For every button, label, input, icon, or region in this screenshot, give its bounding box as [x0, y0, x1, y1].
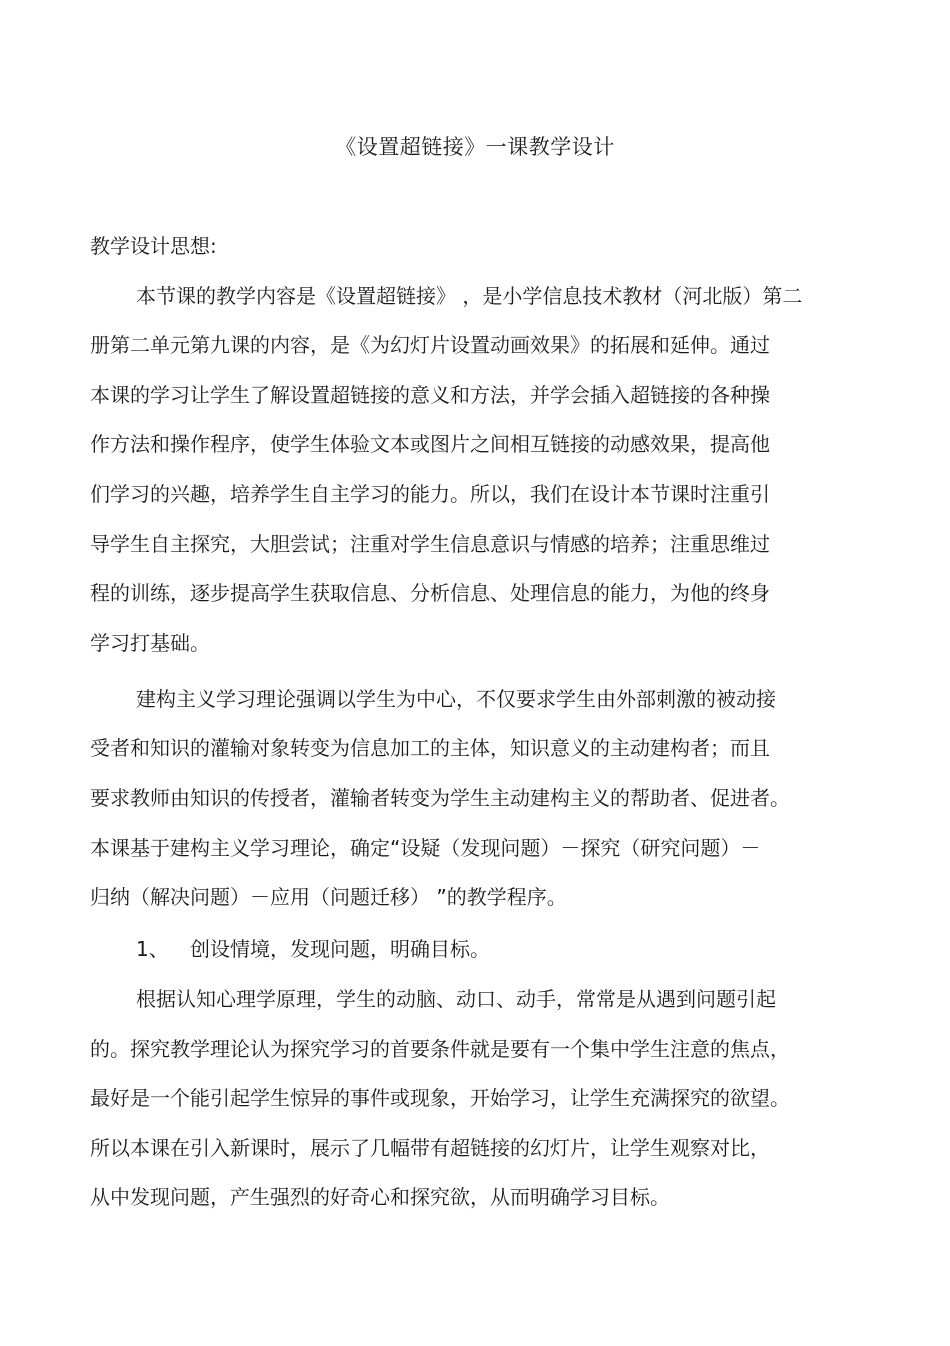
document-title: 《设置超链接》一课教学设计	[335, 135, 615, 159]
paragraph-line: 从中发现问题，产生强烈的好奇心和探究欲，从而明确学习目标。	[90, 1185, 670, 1209]
paragraph-line: 导学生自主探究，大胆尝试；注重对学生信息意识与情感的培养；注重思维过	[90, 532, 770, 556]
paragraph-line: 程的训练，逐步提高学生获取信息、分析信息、处理信息的能力，为他的终身	[90, 581, 770, 605]
section-heading: 教学设计思想:	[90, 234, 217, 258]
paragraph-line: 本节课的教学内容是《设置超链接》 ，是小学信息技术教材（河北版）第二	[136, 284, 803, 308]
paragraph-line: 本课的学习让学生了解设置超链接的意义和方法，并学会插入超链接的各种操	[90, 383, 770, 407]
paragraph-line: 学习打基础。	[90, 631, 210, 655]
paragraph-line: 最好是一个能引起学生惊异的事件或现象，开始学习，让学生充满探究的欲望。	[90, 1086, 790, 1110]
paragraph-line: 根据认知心理学原理，学生的动脑、动口、动手，常常是从遇到问题引起	[136, 987, 776, 1011]
paragraph-line: 册第二单元第九课的内容，是《为幻灯片设置动画效果》的拓展和延伸。通过	[90, 333, 770, 357]
list-item-text: 创设情境，发现问题，明确目标。	[190, 937, 490, 961]
list-item-number: 1、	[136, 937, 169, 961]
paragraph-line: 建构主义学习理论强调以学生为中心，不仅要求学生由外部刺激的被动接	[136, 687, 776, 711]
paragraph-line: 所以本课在引入新课时，展示了几幅带有超链接的幻灯片，让学生观察对比，	[90, 1136, 770, 1160]
paragraph-line: 本课基于建构主义学习理论，确定“设疑（发现问题）－探究（研究问题）－	[90, 836, 761, 860]
paragraph-line: 的。探究教学理论认为探究学习的首要条件就是要有一个集中学生注意的焦点，	[90, 1037, 790, 1061]
paragraph-line: 归纳（解决问题）－应用（问题迁移） ”的教学程序。	[90, 885, 567, 909]
paragraph-line: 要求教师由知识的传授者，灌输者转变为学生主动建构主义的帮助者、促进者。	[90, 786, 790, 810]
paragraph-line: 作方法和操作程序，使学生体验文本或图片之间相互链接的动感效果，提高他	[90, 432, 770, 456]
paragraph-line: 们学习的兴趣，培养学生自主学习的能力。所以，我们在设计本节课时注重引	[90, 482, 770, 506]
paragraph-line: 受者和知识的灌输对象转变为信息加工的主体，知识意义的主动建构者；而且	[90, 736, 770, 760]
